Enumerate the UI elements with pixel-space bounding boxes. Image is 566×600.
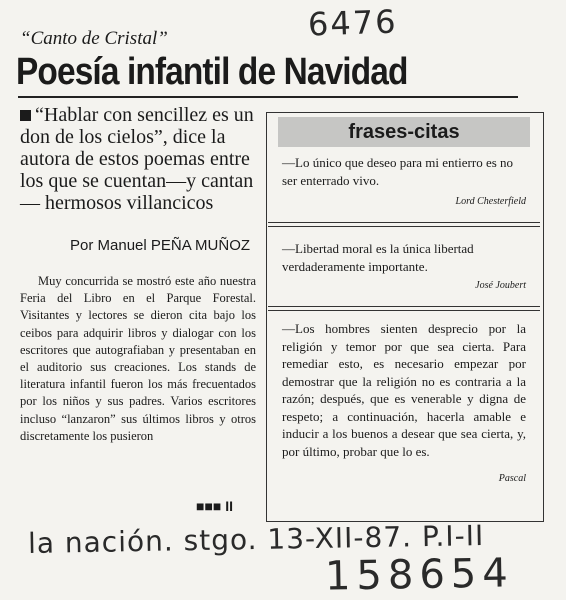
handwritten-archive-number: 6476 [307, 2, 399, 44]
lead-paragraph [20, 104, 258, 214]
quote-text: —Los hombres sienten desprecio por la religión y temor por que sea cierta. Para remediar esto, es necesario empezar por demostrar que la religión no es contraria a la razón; después, que es venerable y digna de respeto; a continuación, hacerla amable e inducir a los buenos a desear que sea cierta, y, por último, probar que lo es. [282, 321, 526, 459]
handwritten-source-note: la nación. stgo. 13-XII-87. P.I-II [27, 519, 485, 560]
headline: Poesía infantil de Navidad [16, 51, 408, 93]
quote-separator [268, 306, 540, 311]
square-bullet-icon [20, 110, 31, 121]
quote-author: Lord Chesterfield [455, 196, 526, 207]
quote-text: —Lo único que deseo para mi entierro es no ser enterrado vivo. [282, 155, 514, 188]
quote-text: —Libertad moral es la única libertad verdaderamente importante. [282, 241, 474, 274]
quote-1 [282, 154, 526, 211]
quote-author: Pascal [498, 473, 526, 484]
handwritten-reference-number: 158654 [324, 550, 515, 600]
lead-text: “Hablar con sencillez es un don de los cielos”, dice la autora de estos poemas entre los que se cuentan—y cantan— hermosos villancicos [20, 104, 254, 214]
kicker: “Canto de Cristal” [20, 28, 168, 49]
quote-3 [282, 320, 526, 488]
byline: Por Manuel PEÑA MUÑOZ [70, 237, 251, 254]
headline-rule [18, 96, 518, 98]
article-body: Muy concurrida se mostró este año nuestra Feria del Libro en el Parque Forestal. Visitantes y lectores se dieron cita bajo los ceibos para adquirir libros y dialogar con los escritores que autografiaban y presentaban en el auditorio sus creaciones. Los stands de literatura infantil fueron los más frecuentados por los niños y sus padres. Varios escritores incluso “lanzaron” sus últimos libros y otros discretamente los pusieron [20, 274, 256, 443]
quote-2 [282, 240, 526, 295]
quote-author: José Joubert [475, 280, 526, 291]
continued-marker: ■■■ II [196, 498, 234, 514]
quotes-box-header: frases-citas [278, 117, 530, 147]
quote-separator [268, 222, 540, 227]
